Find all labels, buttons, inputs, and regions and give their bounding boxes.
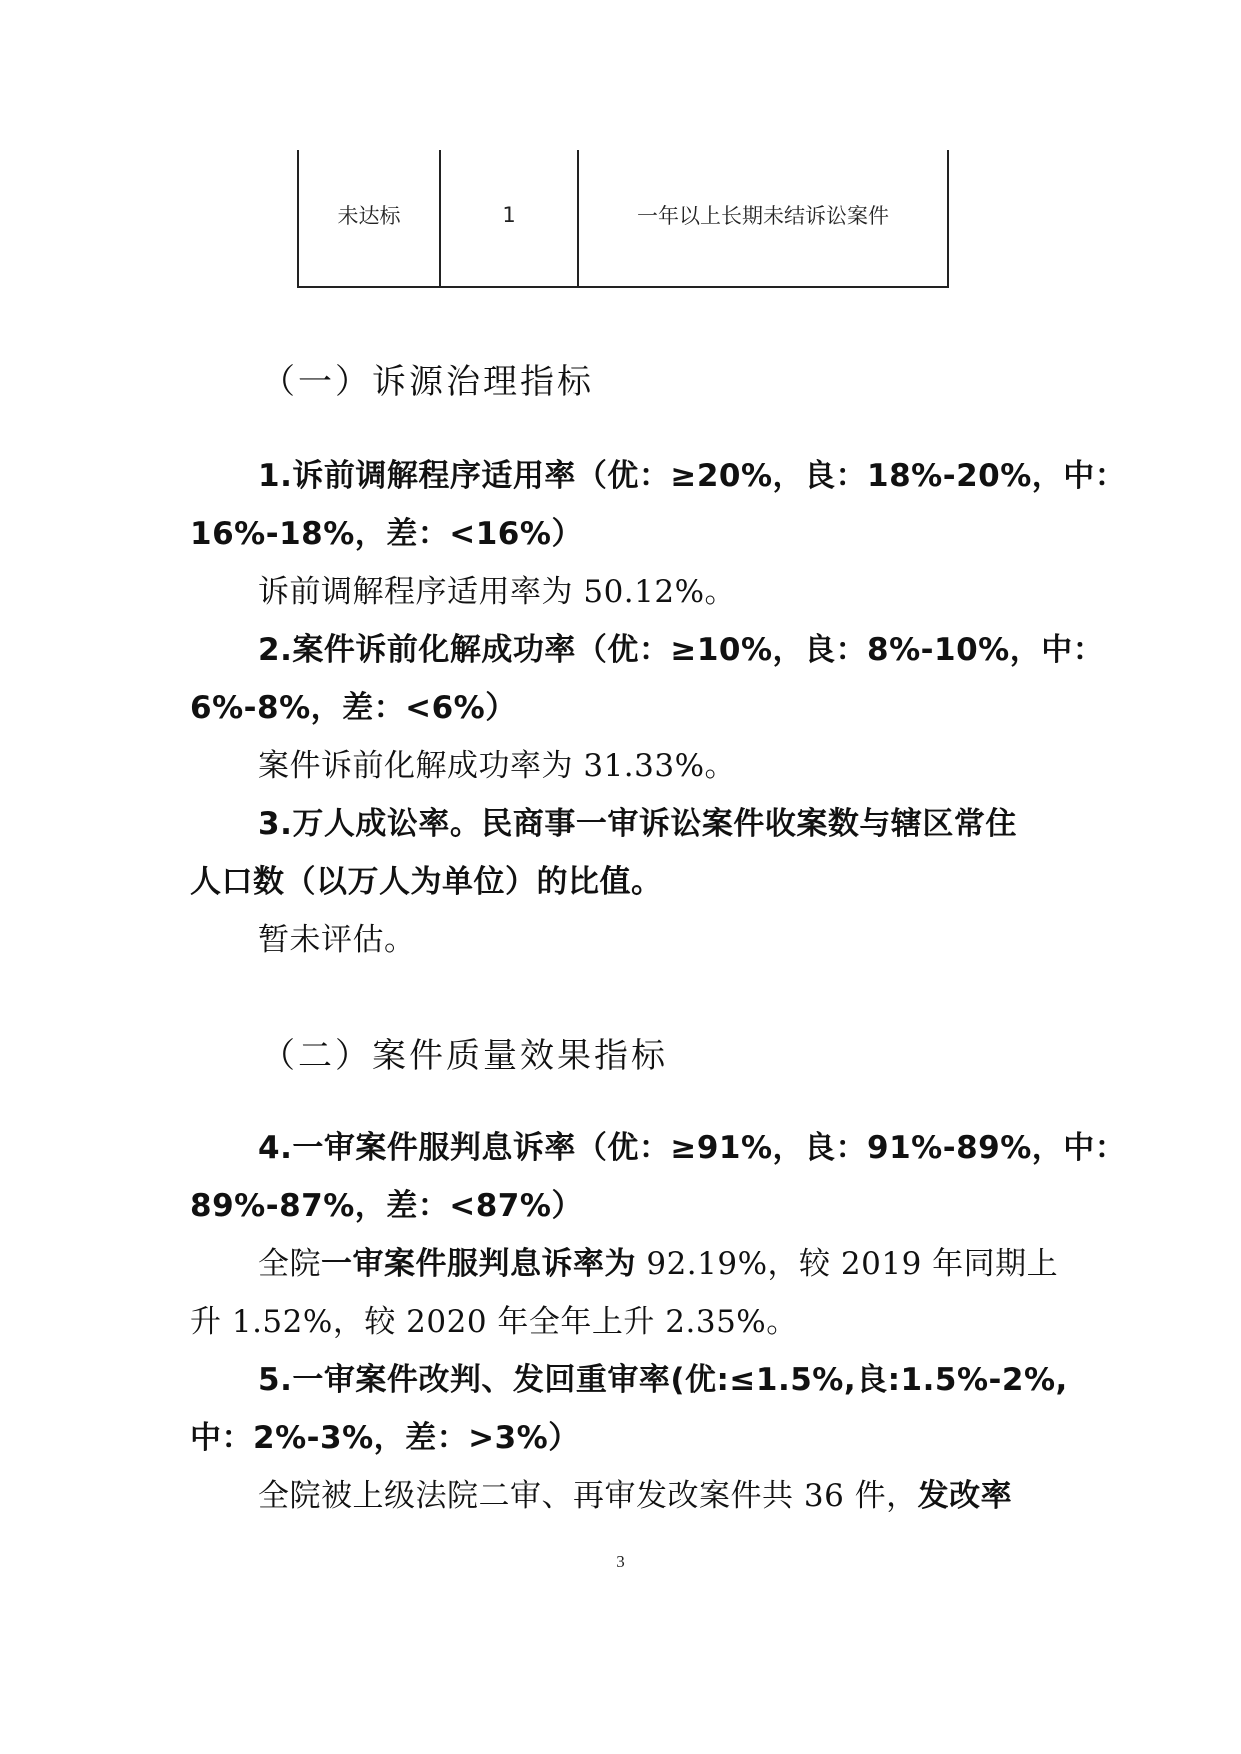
section2-heading: （二）案件质量效果指标 [261,1036,668,1076]
item3-title-line2: 人口数（以万人为单位）的比值。 [190,864,663,900]
section1-heading: （一）诉源治理指标 [261,362,594,402]
indicator-table-fragment [297,150,949,288]
item4-title-line1: 4.一审案件服判息诉率（优：≥91%，良：91%-89%，中： [258,1130,1127,1166]
table-cell-status: 未达标 [299,150,441,286]
item5-result-prefix: 全院被上级法院二审、再审发改案件共 36 件， [258,1478,918,1514]
item5-title-line2: 中：2%-3%，差：>3%） [190,1420,580,1456]
item5-result [258,1476,1012,1516]
item4-result-line1 [258,1244,1058,1284]
item4-result-prefix: 全院 [258,1246,321,1282]
page-number: 3 [616,1552,625,1571]
item1-title-line2: 16%-18%，差：<16%） [190,516,583,552]
item2-result: 案件诉前化解成功率为 31.33%。 [258,748,737,784]
item3-result: 暂未评估。 [258,922,416,958]
item4-title-line2: 89%-87%，差：<87%） [190,1188,583,1224]
table-cell-description: 一年以上长期未结诉讼案件 [637,204,889,228]
item2-title-line1: 2.案件诉前化解成功率（优：≥10%，良：8%-10%，中： [258,632,1105,668]
item4-result-bold: 一审案件服判息诉率为 [321,1246,636,1282]
item2-title-line2: 6%-8%，差：<6%） [190,690,517,726]
item1-result: 诉前调解程序适用率为 50.12%。 [258,574,737,610]
item5-result-bold: 发改率 [917,1478,1013,1514]
item1-title-line1: 1.诉前调解程序适用率（优：≥20%，良：18%-20%，中： [258,458,1127,494]
table-cell-count: 1 [441,150,579,286]
item3-title-line1: 3.万人成讼率。民商事一审诉讼案件收案数与辖区常住 [258,806,1017,842]
item4-result-line2: 升 1.52%，较 2020 年全年上升 2.35%。 [190,1304,798,1340]
item5-title-line1: 5.一审案件改判、发回重审率(优:≤1.5%,良:1.5%-2%, [258,1362,1068,1398]
item4-result-suffix: 92.19%，较 2019 年同期上 [636,1246,1059,1282]
